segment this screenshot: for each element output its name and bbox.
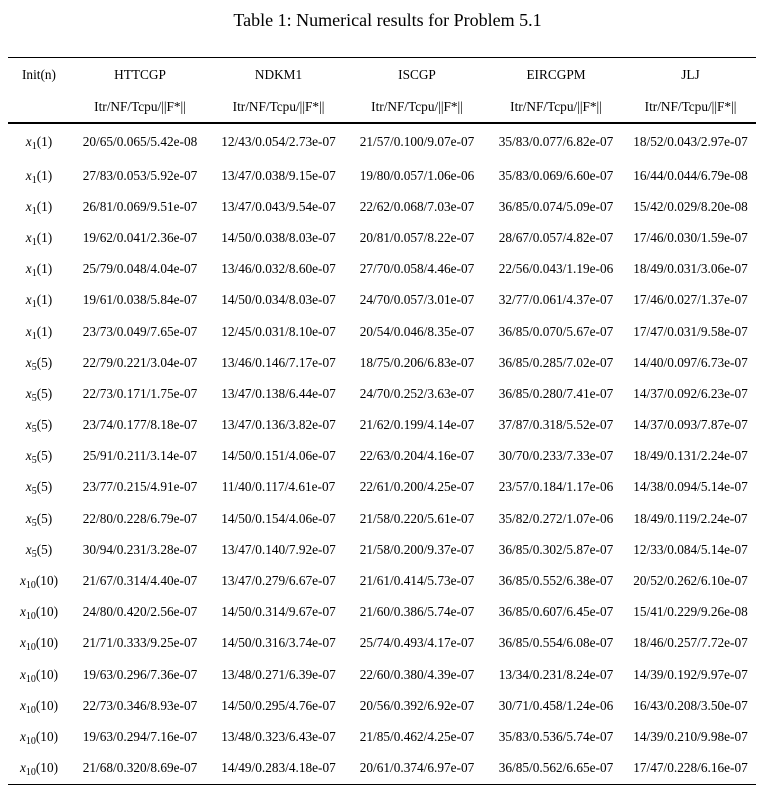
init-subscript: 1 — [31, 141, 37, 152]
result-cell: 35/83/0.077/6.82e-07 — [498, 134, 614, 149]
result-cell: 15/42/0.029/8.20e-08 — [633, 198, 748, 214]
init-cell — [8, 222, 70, 253]
result-cell: 21/68/0.320/8.69e-07 — [70, 753, 210, 785]
result-cell: 23/57/0.184/1.17e-06 — [498, 479, 614, 495]
table-row — [8, 316, 756, 347]
init-cell — [8, 123, 70, 160]
result-cell: 21/60/0.386/5.74e-07 — [359, 604, 475, 620]
result-cell: 23/77/0.215/4.91e-07 — [82, 479, 198, 495]
result-cell: 25/91/0.211/3.14e-07 — [83, 448, 197, 464]
init-dimension: (10) — [35, 760, 59, 776]
init-dimension: (5) — [36, 448, 53, 464]
table-row — [8, 222, 756, 253]
table-row — [8, 285, 756, 316]
result-cell: 16/44/0.044/6.79e-08 — [633, 167, 748, 183]
result-cell: 36/85/0.562/6.65e-07 — [487, 753, 625, 785]
result-cell: 19/61/0.038/5.84e-07 — [82, 292, 198, 308]
column-subheader: Itr/NF/Tcpu/||F*|| — [625, 92, 756, 123]
init-cell — [8, 410, 70, 441]
result-cell: 27/70/0.058/4.46e-07 — [359, 261, 475, 277]
result-cell: 30/71/0.458/1.24e-06 — [498, 697, 614, 713]
table-row — [8, 123, 756, 160]
init-subscript: 5 — [31, 455, 37, 467]
result-cell: 14/50/0.038/8.03e-07 — [221, 229, 336, 245]
subheader-row — [8, 92, 756, 123]
result-cell: 14/50/0.314/9.67e-07 — [221, 604, 336, 620]
result-cell: 21/58/0.200/9.37e-07 — [359, 541, 475, 557]
init-dimension: (5) — [36, 479, 53, 495]
init-dimension: (1) — [36, 198, 53, 214]
result-cell: 17/46/0.027/1.37e-07 — [633, 292, 748, 308]
result-cell: 36/85/0.607/6.45e-07 — [498, 604, 614, 620]
table-row — [8, 378, 756, 409]
init-variable: x — [25, 541, 32, 557]
init-dimension: (5) — [36, 417, 53, 433]
init-cell — [8, 503, 70, 534]
result-cell: 21/57/0.100/9.07e-07 — [359, 134, 475, 149]
init-variable: x — [19, 666, 26, 682]
result-cell: 14/50/0.151/4.06e-07 — [221, 448, 336, 464]
init-cell — [8, 753, 70, 785]
result-cell: 27/83/0.053/5.92e-07 — [82, 167, 198, 183]
result-cell: 20/54/0.046/8.35e-07 — [359, 323, 475, 339]
init-cell — [8, 690, 70, 721]
init-cell — [8, 285, 70, 316]
init-subscript: 10 — [25, 642, 36, 654]
init-variable: x — [25, 510, 32, 526]
result-cell: 22/73/0.346/8.93e-07 — [82, 697, 198, 713]
init-variable: x — [25, 323, 32, 339]
result-cell: 13/34/0.231/8.24e-07 — [498, 666, 614, 682]
results-table — [8, 57, 756, 785]
result-cell: 22/62/0.068/7.03e-07 — [359, 198, 475, 214]
init-variable: x — [25, 292, 32, 308]
table-row — [8, 441, 756, 472]
init-subscript: 1 — [31, 268, 37, 280]
result-cell: 13/47/0.279/6.67e-07 — [221, 573, 336, 589]
result-cell: 36/85/0.074/5.09e-07 — [498, 198, 614, 214]
init-cell — [8, 721, 70, 752]
result-cell: 14/50/0.034/8.03e-07 — [221, 292, 336, 308]
init-variable: x — [25, 417, 32, 433]
result-cell: 17/47/0.031/9.58e-07 — [633, 323, 748, 339]
result-cell: 13/46/0.146/7.17e-07 — [221, 354, 336, 370]
result-cell: 24/70/0.252/3.63e-07 — [359, 385, 475, 401]
init-subscript: 5 — [31, 548, 37, 560]
column-header: JLJ — [625, 58, 756, 93]
result-cell: 22/60/0.380/4.39e-07 — [359, 666, 475, 682]
result-cell: 18/49/0.131/2.24e-07 — [633, 448, 748, 464]
init-cell — [8, 191, 70, 222]
init-dimension: (5) — [36, 385, 53, 401]
column-subheader: Itr/NF/Tcpu/||F*|| — [210, 92, 347, 123]
result-cell: 14/49/0.283/4.18e-07 — [210, 753, 347, 785]
column-header: NDKM1 — [210, 58, 347, 93]
result-cell: 18/49/0.119/2.24e-07 — [633, 510, 748, 526]
result-cell: 36/85/0.554/6.08e-07 — [498, 635, 614, 651]
table-row — [8, 534, 756, 565]
result-cell: 23/74/0.177/8.18e-07 — [82, 417, 198, 433]
column-header: EIRCGPM — [487, 58, 625, 93]
init-dimension: (5) — [36, 541, 53, 557]
result-cell: 12/43/0.054/2.73e-07 — [221, 134, 336, 149]
result-cell: 36/85/0.280/7.41e-07 — [498, 385, 614, 401]
init-dimension: (10) — [35, 604, 59, 620]
result-cell: 30/94/0.231/3.28e-07 — [82, 541, 198, 557]
result-cell: 13/47/0.138/6.44e-07 — [221, 385, 336, 401]
result-cell: 19/63/0.296/7.36e-07 — [82, 666, 198, 682]
init-variable: x — [25, 229, 32, 245]
result-cell: 26/81/0.069/9.51e-07 — [82, 198, 198, 214]
result-cell: 15/41/0.229/9.26e-08 — [633, 604, 748, 620]
table-body — [8, 123, 756, 784]
init-cell — [8, 534, 70, 565]
result-cell: 14/37/0.092/6.23e-07 — [633, 385, 748, 401]
result-cell: 11/40/0.117/4.61e-07 — [221, 479, 336, 495]
init-variable: x — [25, 167, 32, 183]
subheader-empty — [8, 92, 70, 123]
init-subscript: 5 — [31, 424, 37, 436]
column-subheader: Itr/NF/Tcpu/||F*|| — [487, 92, 625, 123]
init-variable: x — [19, 760, 26, 776]
result-cell: 23/73/0.049/7.65e-07 — [82, 323, 198, 339]
result-cell: 18/46/0.257/7.72e-07 — [633, 635, 748, 651]
init-cell — [8, 347, 70, 378]
init-subscript: 1 — [31, 236, 37, 248]
init-subscript: 1 — [31, 174, 37, 186]
init-subscript: 10 — [25, 673, 36, 685]
init-cell — [8, 597, 70, 628]
result-cell: 18/75/0.206/6.83e-07 — [359, 354, 475, 370]
table-row — [8, 659, 756, 690]
init-dimension: (10) — [35, 573, 59, 589]
result-cell: 35/83/0.069/6.60e-07 — [498, 167, 614, 183]
result-cell: 14/50/0.154/4.06e-07 — [221, 510, 336, 526]
result-cell: 17/46/0.030/1.59e-07 — [633, 229, 748, 245]
result-cell: 12/45/0.031/8.10e-07 — [221, 323, 336, 339]
result-cell: 36/85/0.070/5.67e-07 — [498, 323, 614, 339]
result-cell: 35/83/0.536/5.74e-07 — [498, 728, 614, 744]
init-dimension: (10) — [35, 635, 59, 651]
init-dimension: (10) — [35, 728, 59, 744]
result-cell: 20/65/0.065/5.42e-08 — [82, 134, 198, 149]
init-variable: x — [25, 385, 32, 401]
init-dimension: (1) — [36, 134, 53, 149]
result-cell: 21/85/0.462/4.25e-07 — [359, 728, 475, 744]
caption-text: Numerical results for Problem 5.1 — [296, 10, 542, 30]
result-cell: 21/67/0.314/4.40e-07 — [82, 573, 198, 589]
table-row — [8, 160, 756, 191]
result-cell: 22/79/0.221/3.04e-07 — [82, 354, 198, 370]
result-cell: 21/58/0.220/5.61e-07 — [359, 510, 475, 526]
result-cell: 18/49/0.031/3.06e-07 — [633, 261, 748, 277]
table-caption — [0, 8, 775, 32]
init-subscript: 10 — [25, 611, 36, 623]
result-cell: 17/47/0.228/6.16e-07 — [625, 753, 756, 785]
column-subheader: Itr/NF/Tcpu/||F*|| — [347, 92, 487, 123]
result-cell: 24/80/0.420/2.56e-07 — [82, 604, 198, 620]
init-subscript: 10 — [25, 735, 36, 747]
result-cell: 13/47/0.038/9.15e-07 — [221, 167, 336, 183]
result-cell: 14/39/0.210/9.98e-07 — [633, 728, 748, 744]
init-subscript: 10 — [25, 767, 36, 779]
column-subheader: Itr/NF/Tcpu/||F*|| — [70, 92, 210, 123]
init-cell — [8, 160, 70, 191]
result-cell: 28/67/0.057/4.82e-07 — [498, 229, 614, 245]
table-row — [8, 472, 756, 503]
result-cell: 18/52/0.043/2.97e-07 — [633, 134, 748, 149]
init-variable: x — [25, 448, 32, 464]
result-cell: 32/77/0.061/4.37e-07 — [498, 292, 614, 308]
init-variable: x — [19, 697, 26, 713]
result-cell: 20/81/0.057/8.22e-07 — [359, 229, 475, 245]
table-row — [8, 565, 756, 596]
result-cell: 30/70/0.233/7.33e-07 — [498, 448, 614, 464]
result-cell: 14/50/0.295/4.76e-07 — [221, 697, 336, 713]
init-dimension: (10) — [35, 697, 59, 713]
table-row — [8, 628, 756, 659]
init-cell — [8, 628, 70, 659]
result-cell: 19/62/0.041/2.36e-07 — [82, 229, 198, 245]
table-row — [8, 503, 756, 534]
init-cell — [8, 472, 70, 503]
result-cell: 22/56/0.043/1.19e-06 — [498, 261, 614, 277]
init-dimension: (1) — [36, 229, 53, 245]
init-dimension: (1) — [36, 167, 53, 183]
result-cell: 36/85/0.552/6.38e-07 — [498, 573, 614, 589]
init-dimension: (5) — [36, 510, 53, 526]
result-cell: 13/47/0.043/9.54e-07 — [221, 198, 336, 214]
result-cell: 13/48/0.271/6.39e-07 — [221, 666, 336, 682]
result-cell: 20/61/0.374/6.97e-07 — [347, 753, 487, 785]
init-variable: x — [25, 198, 32, 214]
result-cell: 25/79/0.048/4.04e-07 — [82, 261, 198, 277]
result-cell: 14/38/0.094/5.14e-07 — [633, 479, 748, 495]
init-subscript: 5 — [31, 361, 37, 373]
result-cell: 35/82/0.272/1.07e-06 — [498, 510, 614, 526]
result-cell: 36/85/0.285/7.02e-07 — [498, 354, 614, 370]
init-variable: x — [25, 261, 32, 277]
init-subscript: 10 — [25, 580, 36, 592]
init-variable: x — [25, 134, 32, 149]
init-variable: x — [25, 479, 32, 495]
table-row — [8, 254, 756, 285]
init-subscript: 1 — [31, 330, 37, 342]
result-cell: 13/46/0.032/8.60e-07 — [221, 261, 336, 277]
init-subscript: 5 — [31, 486, 37, 498]
result-cell: 13/47/0.140/7.92e-07 — [221, 541, 336, 557]
result-cell: 14/37/0.093/7.87e-07 — [633, 417, 748, 433]
init-cell — [8, 441, 70, 472]
result-cell: 20/52/0.262/6.10e-07 — [633, 573, 748, 589]
result-cell: 22/73/0.171/1.75e-07 — [82, 385, 198, 401]
init-cell — [8, 378, 70, 409]
caption-label: Table 1: — [233, 10, 292, 30]
result-cell: 13/48/0.323/6.43e-07 — [221, 728, 336, 744]
table-row — [8, 597, 756, 628]
result-cell: 25/74/0.493/4.17e-07 — [359, 635, 475, 651]
init-cell — [8, 254, 70, 285]
result-cell: 22/61/0.200/4.25e-07 — [359, 479, 475, 495]
column-header: HTTCGP — [70, 58, 210, 93]
header-row — [8, 58, 756, 93]
result-cell: 24/70/0.057/3.01e-07 — [359, 292, 475, 308]
init-subscript: 5 — [31, 517, 37, 529]
result-cell: 14/39/0.192/9.97e-07 — [633, 666, 748, 682]
result-cell: 21/61/0.414/5.73e-07 — [359, 573, 475, 589]
result-cell: 21/71/0.333/9.25e-07 — [82, 635, 198, 651]
result-cell: 20/56/0.392/6.92e-07 — [359, 697, 475, 713]
table-row — [8, 347, 756, 378]
column-header: Init(n) — [8, 58, 70, 93]
init-variable: x — [25, 354, 32, 370]
init-cell — [8, 659, 70, 690]
result-cell: 37/87/0.318/5.52e-07 — [498, 417, 614, 433]
column-header: ISCGP — [347, 58, 487, 93]
init-subscript: 5 — [31, 392, 37, 404]
table-row — [8, 690, 756, 721]
init-dimension: (5) — [36, 354, 53, 370]
result-cell: 12/33/0.084/5.14e-07 — [633, 541, 748, 557]
result-cell: 21/62/0.199/4.14e-07 — [359, 417, 475, 433]
init-variable: x — [19, 728, 26, 744]
table-row — [8, 753, 756, 785]
table-row — [8, 191, 756, 222]
result-cell: 16/43/0.208/3.50e-07 — [633, 697, 748, 713]
result-cell: 22/80/0.228/6.79e-07 — [82, 510, 198, 526]
init-variable: x — [19, 635, 26, 651]
table-row — [8, 721, 756, 752]
init-subscript: 1 — [31, 205, 37, 217]
init-dimension: (1) — [36, 261, 53, 277]
init-subscript: 10 — [25, 704, 36, 716]
result-cell: 19/63/0.294/7.16e-07 — [82, 728, 198, 744]
result-cell: 13/47/0.136/3.82e-07 — [221, 417, 336, 433]
result-cell: 19/80/0.057/1.06e-06 — [359, 167, 475, 183]
result-cell: 14/50/0.316/3.74e-07 — [221, 635, 336, 651]
init-dimension: (1) — [36, 292, 53, 308]
table-row — [8, 410, 756, 441]
result-cell: 36/85/0.302/5.87e-07 — [498, 541, 614, 557]
init-subscript: 1 — [31, 299, 37, 311]
init-cell — [8, 565, 70, 596]
result-cell: 14/40/0.097/6.73e-07 — [633, 354, 748, 370]
init-variable: x — [19, 573, 26, 589]
init-dimension: (1) — [36, 323, 53, 339]
result-cell: 22/63/0.204/4.16e-07 — [359, 448, 475, 464]
init-cell — [8, 316, 70, 347]
init-dimension: (10) — [35, 666, 59, 682]
init-variable: x — [19, 604, 26, 620]
